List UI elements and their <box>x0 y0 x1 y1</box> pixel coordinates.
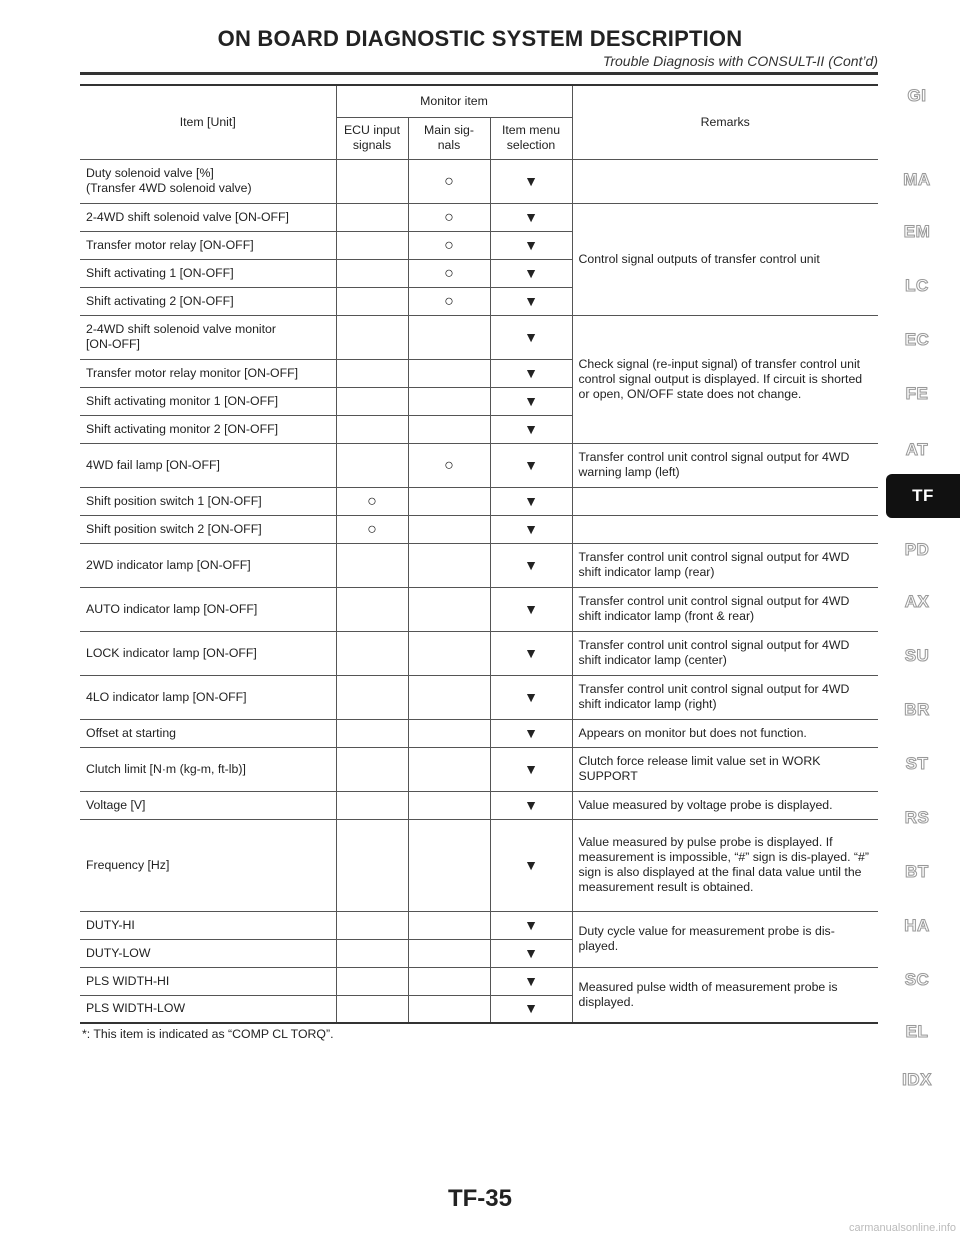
main-signal-cell <box>408 995 490 1023</box>
table-row: PLS WIDTH-LOW <box>80 995 336 1023</box>
menu-cell: ▼ <box>490 387 572 415</box>
main-signal-cell <box>408 819 490 911</box>
section-tab-lc[interactable]: LC <box>905 276 929 295</box>
main-signal-cell <box>408 631 490 675</box>
header-rule <box>80 72 878 75</box>
menu-cell: ▼ <box>490 359 572 387</box>
main-signal-cell: ○ <box>408 287 490 315</box>
ecu-cell <box>336 675 408 719</box>
remarks-cell: Transfer control unit control signal output for 4WD shift indicator lamp (rear) <box>572 543 878 587</box>
section-tab-at[interactable]: AT <box>905 440 929 459</box>
table-row: Shift position switch 1 [ON-OFF] <box>80 487 336 515</box>
table-row: 4LO indicator lamp [ON-OFF] <box>80 675 336 719</box>
section-tab-el[interactable]: EL <box>905 1022 929 1041</box>
page-number: TF-35 <box>447 1185 512 1212</box>
main-signal-cell <box>408 415 490 443</box>
table-row: Clutch limit [N·m (kg-m, ft-lb)] <box>80 747 336 791</box>
ecu-cell <box>336 791 408 819</box>
section-tab-ma[interactable]: MA <box>903 170 931 189</box>
header-item-menu: Item menu selection <box>490 117 572 159</box>
main-signal-cell <box>408 911 490 939</box>
section-tab-bt[interactable]: BT <box>905 862 929 881</box>
header-monitor-item: Monitor item <box>336 85 572 117</box>
watermark: carmanualsonline.info <box>848 1222 956 1234</box>
table-row: Shift activating 2 [ON-OFF] <box>80 287 336 315</box>
ecu-cell <box>336 939 408 967</box>
remarks-cell: Value measured by voltage probe is displayed. <box>572 791 878 819</box>
header-ecu-input: ECU input signals <box>336 117 408 159</box>
page-subtitle: Trouble Diagnosis with CONSULT-II (Cont’d) <box>602 53 878 69</box>
table-row: PLS WIDTH-HI <box>80 967 336 995</box>
menu-cell: ▼ <box>490 791 572 819</box>
menu-cell: ▼ <box>490 259 572 287</box>
ecu-cell: ○ <box>336 487 408 515</box>
table-row: 4WD fail lamp [ON-OFF] <box>80 443 336 487</box>
header-main-signals: Main sig-nals <box>408 117 490 159</box>
main-signal-cell <box>408 747 490 791</box>
ecu-cell <box>336 387 408 415</box>
main-signal-cell <box>408 359 490 387</box>
menu-cell: ▼ <box>490 443 572 487</box>
ecu-cell <box>336 415 408 443</box>
remarks-cell: Transfer control unit control signal output for 4WD shift indicator lamp (right) <box>572 675 878 719</box>
main-signal-cell: ○ <box>408 203 490 231</box>
ecu-cell <box>336 443 408 487</box>
menu-cell: ▼ <box>490 315 572 359</box>
section-tab-ec[interactable]: EC <box>904 330 930 349</box>
menu-cell: ▼ <box>490 939 572 967</box>
remarks-cell: Control signal outputs of transfer control unit <box>572 203 878 315</box>
section-tab-gi[interactable]: GI <box>907 86 927 105</box>
remarks-cell: Transfer control unit control signal output for 4WD shift indicator lamp (front & rear) <box>572 587 878 631</box>
remarks-cell: Value measured by pulse probe is displayed. If measurement is impossible, “#” sign is dis-played. “#” sign is also displayed at the final data value until the measurement result is obtained. <box>572 819 878 911</box>
remarks-cell <box>572 487 878 515</box>
ecu-cell <box>336 967 408 995</box>
table-row: Shift position switch 2 [ON-OFF] <box>80 515 336 543</box>
ecu-cell <box>336 203 408 231</box>
section-tab-br[interactable]: BR <box>904 700 930 719</box>
section-tab-st[interactable]: ST <box>905 754 929 773</box>
remarks-cell: Transfer control unit control signal output for 4WD warning lamp (left) <box>572 443 878 487</box>
menu-cell: ▼ <box>490 487 572 515</box>
ecu-cell <box>336 719 408 747</box>
section-tab-su[interactable]: SU <box>904 646 930 665</box>
section-tab-sc[interactable]: SC <box>904 970 930 989</box>
ecu-cell <box>336 747 408 791</box>
remarks-cell: Check signal (re-input signal) of transfer control unit control signal output is displayed. If circuit is shorted or open, ON/OFF state does not change. <box>572 315 878 443</box>
menu-cell: ▼ <box>490 415 572 443</box>
header-remarks: Remarks <box>572 85 878 159</box>
table-row <box>80 159 336 203</box>
item-label: Duty solenoid valve [%] (Transfer 4WD solenoid valve) <box>86 166 252 195</box>
table-row <box>80 315 336 359</box>
ecu-cell <box>336 287 408 315</box>
main-signal-cell: ○ <box>408 231 490 259</box>
menu-cell: ▼ <box>490 719 572 747</box>
remarks-cell: Clutch force release limit value set in WORK SUPPORT <box>572 747 878 791</box>
section-tab-idx[interactable]: IDX <box>902 1070 932 1089</box>
remarks-cell: Measured pulse width of measurement probe is displayed. <box>572 967 878 1023</box>
ecu-cell <box>336 159 408 203</box>
table-row: Voltage [V] <box>80 791 336 819</box>
remarks-cell <box>572 159 878 203</box>
main-signal-cell <box>408 967 490 995</box>
table-row: LOCK indicator lamp [ON-OFF] <box>80 631 336 675</box>
main-signal-cell: ○ <box>408 259 490 287</box>
section-tab-pd[interactable]: PD <box>904 540 930 559</box>
menu-cell: ▼ <box>490 911 572 939</box>
menu-cell: ▼ <box>490 967 572 995</box>
remarks-cell <box>572 515 878 543</box>
main-signal-cell <box>408 487 490 515</box>
menu-cell: ▼ <box>490 543 572 587</box>
ecu-cell <box>336 911 408 939</box>
table-row: Shift activating monitor 2 [ON-OFF] <box>80 415 336 443</box>
menu-cell: ▼ <box>490 631 572 675</box>
main-signal-cell <box>408 939 490 967</box>
menu-cell: ▼ <box>490 675 572 719</box>
table-row: Shift activating 1 [ON-OFF] <box>80 259 336 287</box>
remarks-cell: Duty cycle value for measurement probe is dis-played. <box>572 911 878 967</box>
section-tab-ax[interactable]: AX <box>904 592 930 611</box>
table-row: Offset at starting <box>80 719 336 747</box>
ecu-cell <box>336 819 408 911</box>
ecu-cell <box>336 259 408 287</box>
ecu-cell <box>336 315 408 359</box>
menu-cell: ▼ <box>490 231 572 259</box>
main-signal-cell: ○ <box>408 443 490 487</box>
main-signal-cell <box>408 387 490 415</box>
table-row: DUTY-HI <box>80 911 336 939</box>
section-tab-em[interactable]: EM <box>903 222 931 241</box>
ecu-cell <box>336 359 408 387</box>
monitor-item-table <box>80 84 878 1024</box>
menu-cell: ▼ <box>490 587 572 631</box>
ecu-cell <box>336 631 408 675</box>
table-row: Shift activating monitor 1 [ON-OFF] <box>80 387 336 415</box>
table-row: Transfer motor relay [ON-OFF] <box>80 231 336 259</box>
main-signal-cell <box>408 719 490 747</box>
table-row: Frequency [Hz] <box>80 819 336 911</box>
main-signal-cell <box>408 315 490 359</box>
table-row: 2WD indicator lamp [ON-OFF] <box>80 543 336 587</box>
menu-cell: ▼ <box>490 159 572 203</box>
ecu-cell <box>336 587 408 631</box>
table-row: 2-4WD shift solenoid valve [ON-OFF] <box>80 203 336 231</box>
table-row: DUTY-LOW <box>80 939 336 967</box>
ecu-cell <box>336 543 408 587</box>
main-signal-cell <box>408 791 490 819</box>
menu-cell: ▼ <box>490 515 572 543</box>
menu-cell: ▼ <box>490 995 572 1023</box>
ecu-cell <box>336 995 408 1023</box>
section-tab-tf[interactable]: TF <box>886 474 960 518</box>
main-signal-cell <box>408 543 490 587</box>
section-tab-fe[interactable]: FE <box>905 384 929 403</box>
header-item-unit: Item [Unit] <box>80 85 336 159</box>
remarks-cell: Transfer control unit control signal output for 4WD shift indicator lamp (center) <box>572 631 878 675</box>
main-signal-cell <box>408 515 490 543</box>
ecu-cell <box>336 231 408 259</box>
main-signal-cell <box>408 675 490 719</box>
main-signal-cell: ○ <box>408 159 490 203</box>
section-tab-rs[interactable]: RS <box>904 808 930 827</box>
item-label: 2-4WD shift solenoid valve monitor [ON-OFF] <box>86 322 276 351</box>
menu-cell: ▼ <box>490 203 572 231</box>
section-tab-ha[interactable]: HA <box>904 916 930 935</box>
main-signal-cell <box>408 587 490 631</box>
table-row: Transfer motor relay monitor [ON-OFF] <box>80 359 336 387</box>
menu-cell: ▼ <box>490 819 572 911</box>
remarks-cell: Appears on monitor but does not function. <box>572 719 878 747</box>
menu-cell: ▼ <box>490 747 572 791</box>
table-row: AUTO indicator lamp [ON-OFF] <box>80 587 336 631</box>
menu-cell: ▼ <box>490 287 572 315</box>
ecu-cell: ○ <box>336 515 408 543</box>
footnote: *: This item is indicated as “COMP CL TORQ”. <box>82 1027 334 1041</box>
page-title: ON BOARD DIAGNOSTIC SYSTEM DESCRIPTION <box>217 26 743 51</box>
